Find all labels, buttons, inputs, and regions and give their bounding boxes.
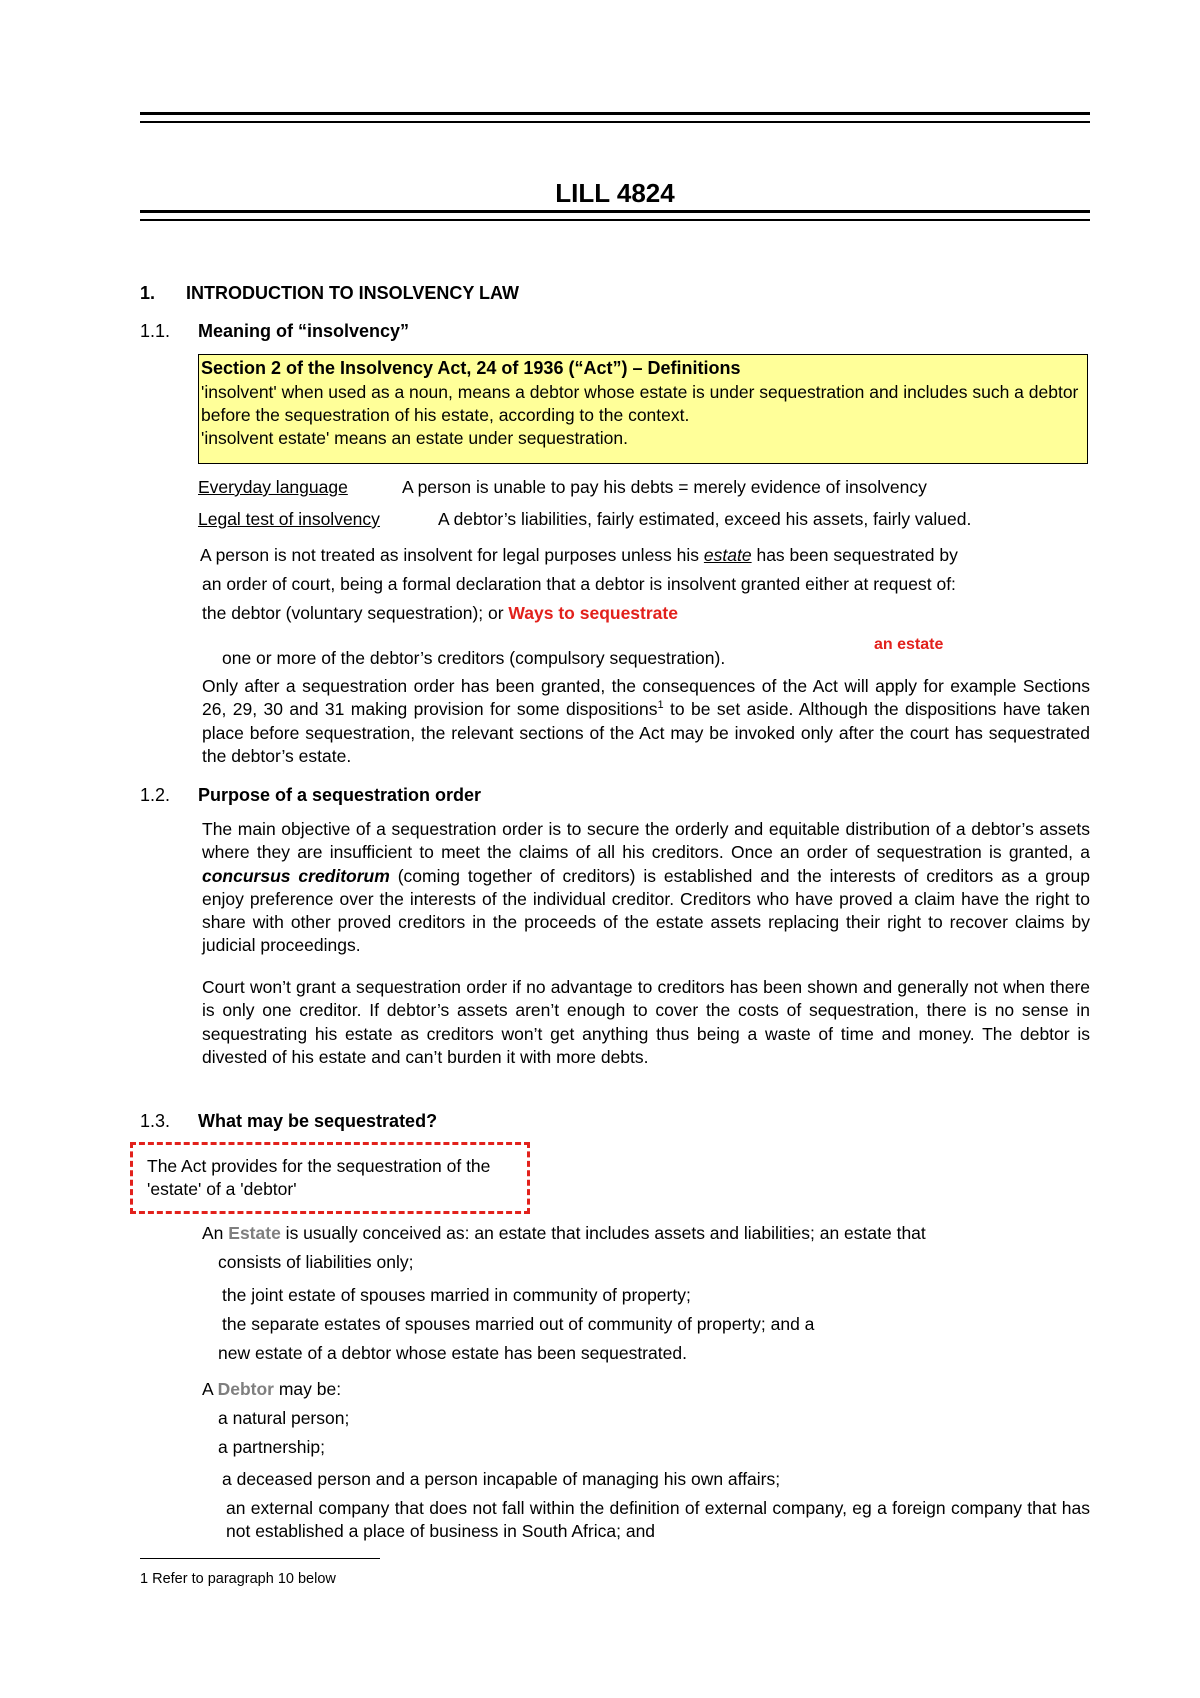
footnote-rule [140,1558,380,1559]
text-span: to be set aside. Although the dispositions have taken place before sequestration, the relevant sections of the Act may be invoked only after the court has sequestrated the debtor’s estate. [202,699,1090,766]
estate-line: the joint estate of spouses married in community of property; [222,1285,691,1305]
text-span: A [202,1379,218,1399]
top-rule-thin [140,121,1090,123]
title-rule-thin [140,219,1090,221]
text-span: A person is not treated as insolvent for legal purposes unless his [200,545,704,565]
definition-heading: Section 2 of the Insolvency Act, 24 of 1936 (“Act”) – Definitions [201,358,741,378]
paragraph-line [202,602,678,625]
subsection-heading: What may be sequestrated? [198,1111,438,1131]
debtor-item: a deceased person and a person incapable of managing his own affairs; [222,1469,781,1489]
text-span: (coming together of creditors) is established and the interests of creditors as a group enjoy preference over the interests of the individual creditor. Creditors who have proved a claim have the right to share with other proved creditors in the proceeds of the estate assets replacing their right to recover claims by judicial proceedings. [202,865,1090,956]
estate-line: new estate of a debtor whose estate has been sequestrated. [218,1343,687,1363]
estate-line: the separate estates of spouses married out of community of property; and a [222,1314,815,1334]
debtor-line [202,1378,341,1401]
paragraph: Court won’t grant a sequestration order if no advantage to creditors has been shown and generally not when there is only one creditor. If debtor’s assets aren’t enough to cover the costs of sequestration, there is no sense in sequestrating his estate as creditors won’t get anything thus being a waste of time and money. The debtor is divested of his estate and can’t burden it with more debts. [202,977,1090,1067]
text-span: is usually conceived as: an estate that includes assets and liabilities; an estate that [280,1223,926,1243]
ways-to-sequestrate-label: Ways to sequestrate [508,603,678,623]
footnote: 1 Refer to paragraph 10 below [140,1571,336,1587]
legal-test-label: Legal test of insolvency [198,509,380,529]
text-span: may be: [273,1379,342,1399]
text-span: has been sequestrated by [751,545,958,565]
ways-to-sequestrate-label-2: an estate [874,636,944,653]
page-title: LILL 4824 [555,178,675,208]
definition-insolvent: 'insolvent' when used as a noun, means a debtor whose estate is under sequestration and includes such a debtor before the sequestration of his estate, according to the context. [201,381,1079,426]
text-span: the debtor (voluntary sequestration); or [202,603,509,623]
emphasis-concursus: concursus creditorum [202,865,390,886]
debtor-term: Debtor [217,1379,274,1399]
paragraph-line [200,544,1090,567]
subsection-number: 1.1. [140,321,171,341]
subsection-number: 1.3. [140,1111,171,1131]
estate-line [202,1222,926,1245]
paragraph [202,675,1090,768]
text-span: An [202,1223,229,1243]
paragraph-line: one or more of the debtor’s creditors (compulsory sequestration). [222,648,726,668]
everyday-language-label: Everyday language [198,477,348,497]
legal-test-text: A debtor’s liabilities, fairly estimated, exceed his assets, fairly valued. [438,509,972,529]
callout-box [130,1142,530,1214]
text-span: Only after a sequestration order has been granted, the consequences of the Act will apply for example Sections 26, 29, 30 and 31 making provision for some dispositions [202,676,1090,720]
callout-text: The Act provides for the sequestration of the 'estate' of a 'debtor' [147,1156,491,1200]
section-number: 1. [140,283,156,303]
text-span: The main objective of a sequestration order is to secure the orderly and equitable distribution of a debtor’s assets where they are insufficient to meet the claims of all his creditors. Once an order of sequestration is granted, a [202,819,1090,863]
subsection-number: 1.2. [140,785,171,805]
everyday-language-text: A person is unable to pay his debts = merely evidence of insolvency [402,477,927,497]
top-rule [140,112,1090,115]
subsection-heading: Purpose of a sequestration order [198,785,482,805]
estate-term: Estate [228,1223,281,1243]
paragraph [202,818,1090,958]
debtor-item: a natural person; [218,1408,350,1428]
debtor-item: an external company that does not fall within the definition of external company, eg a foreign company that has not established a place of business in South Africa; and [226,1498,1090,1542]
definition-box [198,354,1088,464]
estate-line: consists of liabilities only; [218,1252,414,1272]
title-rule [140,210,1090,213]
footnote-ref: 1 [657,699,664,712]
section-heading: INTRODUCTION TO INSOLVENCY LAW [186,283,520,303]
paragraph-line: an order of court, being a formal declaration that a debtor is insolvent granted either at request of: [202,574,956,594]
subsection-heading: Meaning of “insolvency” [198,321,410,341]
emphasis-estate: estate [703,545,752,565]
definition-insolvent-estate: 'insolvent estate' means an estate under sequestration. [201,428,628,449]
debtor-item: a partnership; [218,1437,326,1457]
